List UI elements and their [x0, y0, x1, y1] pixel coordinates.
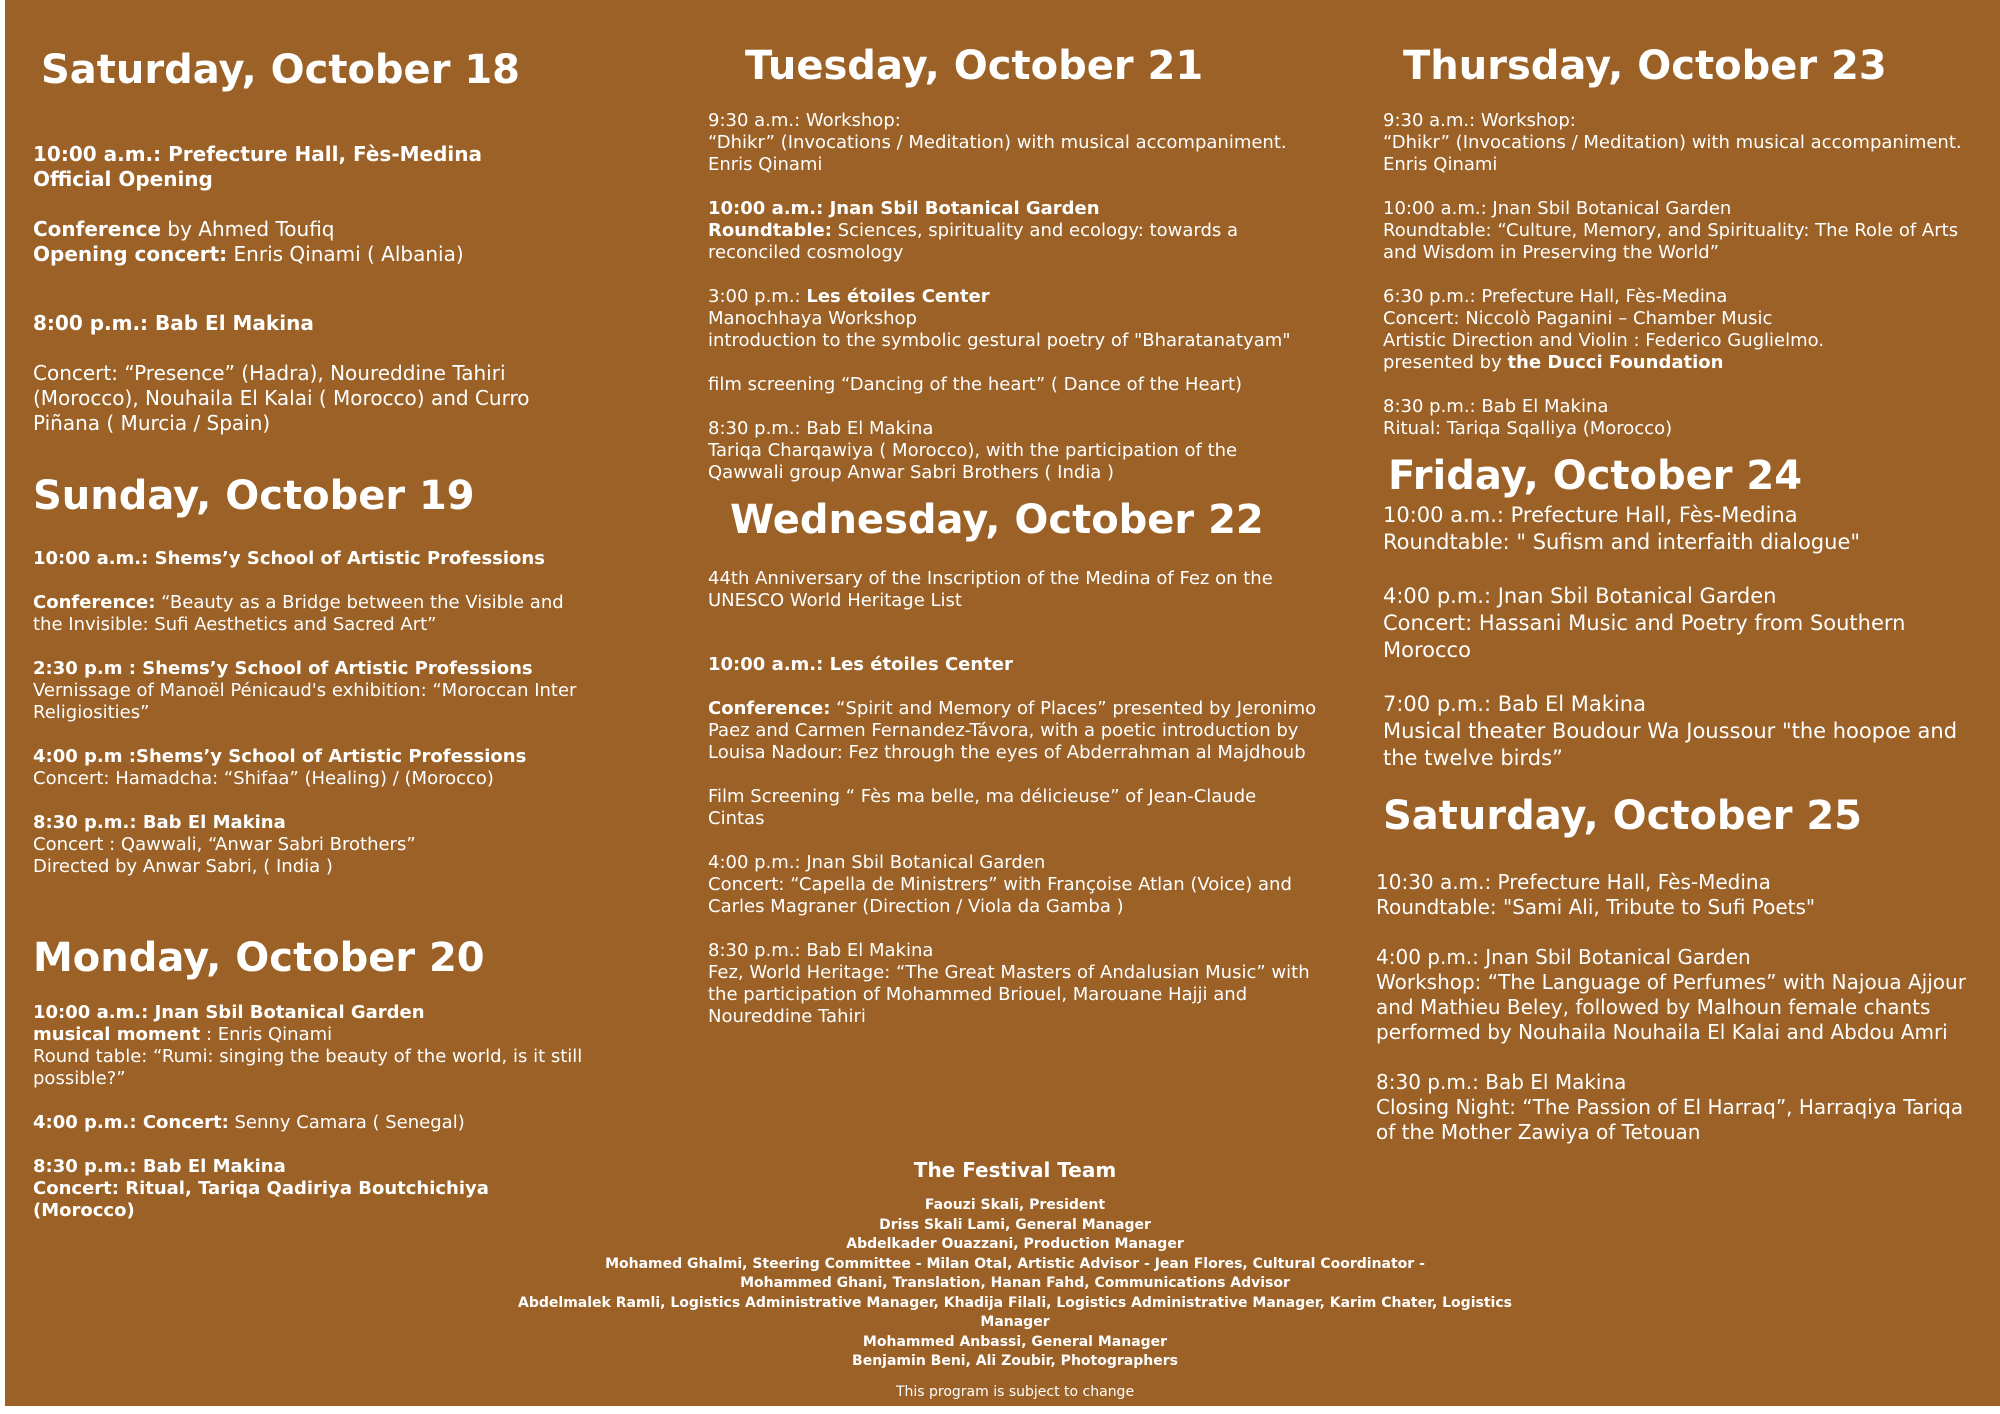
team-line: Benjamin Beni, Ali Zoubir, Photographers [852, 1353, 1178, 1369]
event-opening [33, 142, 593, 267]
event-description: Concert : Qawwali, “Anwar Sabri Brothers” Directed by Anwar Sabri, ( India ) [33, 834, 416, 877]
team-title: The Festival Team [913, 1158, 1117, 1182]
label: Opening concert: [33, 242, 228, 266]
event-time-venue: 10:00 a.m.: Prefecture Hall, Fès-Medina [33, 142, 483, 166]
day-title-sunday-19: Sunday, October 19 [33, 473, 475, 519]
event-description: Round table: “Rumi: singing the beauty of the world, is it still possible?” [33, 1046, 583, 1089]
program-page [5, 0, 2000, 1406]
event-anniversary: 44th Anniversary of the Inscription of the Medina of Fez on the UNESCO World Heritage List [708, 568, 1273, 611]
column-2 [708, 44, 1318, 1028]
event-time-venue: 10:00 a.m.: Shems’y School of Artistic Professions [33, 548, 545, 569]
event-line [33, 217, 593, 242]
day-title-tuesday-21: Tuesday, October 21 [745, 43, 1204, 89]
team-line: Mohammed Anbassi, General Manager [862, 1333, 1168, 1350]
event-concert: 6:30 p.m.: Prefecture Hall, Fès-Medina Concert: Niccolò Paganini – Chamber Music Artistic Direction and Violin : Federico Guglielmo. [1383, 286, 1825, 351]
event-time-venue: 2:30 p.m : Shems’y School of Artistic Professions [33, 658, 533, 679]
event-description: Concert: “Presence” (Hadra), Noureddine Tahiri (Morocco), Nouhaila El Kalai ( Morocco) and Curro Piñana ( Murcia / Spain) [33, 361, 530, 435]
event-line [33, 1112, 593, 1134]
event-line [708, 220, 1318, 264]
event-line [33, 242, 593, 267]
event-title: Official Opening [33, 167, 213, 191]
day-events-saturday-25 [1376, 870, 1983, 1145]
value: : Enris Qinami [200, 1024, 333, 1045]
event-line [708, 698, 1318, 764]
day-events-thursday [1383, 110, 1983, 440]
label: Conference: [33, 592, 156, 613]
event-film: film screening “Dancing of the heart” ( Dance of the Heart) [708, 374, 1243, 395]
event-closing: 8:30 p.m.: Bab El Makina Closing Night: “The Passion of El Harraq”, Harraqiya Tariqa of the Mother Zawiya of Tetouan [1376, 1070, 1964, 1144]
label: 3:00 p.m.: [708, 286, 807, 307]
day-title-friday-24: Friday, October 24 [1388, 453, 1803, 499]
program-note: This program is subject to change [895, 1383, 1135, 1400]
event-workshop: 9:30 a.m.: Workshop: “Dhikr” (Invocations / Meditation) with musical accompaniment. Enris Qinami [708, 110, 1287, 175]
team-line: Mohammed Ghani, Translation, Hanan Fahd, Communications Advisor [740, 1275, 1290, 1291]
event-description: Manochhaya Workshop introduction to the symbolic gestural poetry of "Bharatanatyam" [708, 308, 1291, 351]
event-evening: 8:30 p.m.: Bab El Makina Ritual: Tariqa Sqalliya (Morocco) [1383, 396, 1673, 439]
label: Conference: [708, 698, 831, 719]
team-line: Abdelkader Ouazzani, Production Manager [846, 1236, 1184, 1252]
event-evening: 8:30 p.m.: Bab El Makina Fez, World Heritage: “The Great Masters of Andalusian Music” with the participation of Mohammed Briouel, Marouane Hajji and Noureddine Tahiri [708, 940, 1310, 1027]
event-line [708, 286, 1318, 308]
label: Roundtable: [708, 220, 832, 241]
event-theater: 7:00 p.m.: Bab El Makina Musical theater Boudour Wa Joussour "the hoopoe and the twelve birds” [1383, 692, 1958, 770]
event-description: Vernissage of Manoël Pénicaud's exhibition: “Moroccan Inter Religiosities” [33, 680, 577, 723]
event-time-venue: 8:30 p.m.: Bab El Makina [33, 1156, 286, 1177]
event-roundtable: 10:00 a.m.: Prefecture Hall, Fès-Medina Roundtable: " Sufism and interfaith dialogue" [1383, 503, 1861, 554]
event-concert: 4:00 p.m.: Jnan Sbil Botanical Garden Concert: Hassani Music and Poetry from Southern Morocco [1383, 584, 1906, 662]
event-time-venue: 10:00 a.m.: Jnan Sbil Botanical Garden [708, 198, 1100, 219]
day-title-wednesday-22: Wednesday, October 22 [730, 497, 1264, 543]
event-workshop: 4:00 p.m.: Jnan Sbil Botanical Garden Workshop: “The Language of Perfumes” with Najoua Ajjour and Mathieu Beley, followed by Malhoun female chants performed by Nouhaila Nouhaila El Kalai and Abdou Amri [1376, 945, 1966, 1044]
team-line: Driss Skali Lami, General Manager [879, 1216, 1151, 1233]
event-line [33, 1024, 593, 1046]
day-events-sunday [33, 548, 593, 878]
event-line [33, 592, 593, 636]
day-events-tuesday [708, 110, 1318, 484]
event-description: Concert: Hamadcha: “Shifaa” (Healing) / (Morocco) [33, 768, 494, 789]
day-events-wednesday [708, 568, 1318, 1028]
event-roundtable: 10:30 a.m.: Prefecture Hall, Fès-Medina Roundtable: "Sami Ali, Tribute to Sufi Poets" [1376, 870, 1816, 919]
value: “Beauty as a Bridge between the Visible and the Invisible: Sufi Aesthetics and Sacred Art” [33, 592, 564, 635]
event-evening: 8:30 p.m.: Bab El Makina Tariqa Charqawiya ( Morocco), with the participation of the Qawwali group Anwar Sabri Brothers ( India ) [708, 418, 1238, 483]
event-film: Film Screening “ Fès ma belle, ma délicieuse” of Jean-Claude Cintas [708, 786, 1257, 829]
team-line: Faouzi Skali, President [924, 1197, 1106, 1213]
event-evening-concert [33, 311, 593, 436]
event-time-venue: 8:30 p.m.: Bab El Makina [33, 812, 286, 833]
day-title-saturday-25: Saturday, October 25 [1383, 793, 1863, 839]
value: by Ahmed Toufiq [161, 217, 335, 241]
day-title-saturday-18: Saturday, October 18 [41, 47, 521, 93]
event-time-venue: 8:00 p.m.: Bab El Makina [33, 311, 314, 335]
festival-team [505, 1158, 1525, 1400]
event-description: Concert: Ritual, Tariqa Qadiriya Boutchichiya (Morocco) [33, 1178, 489, 1221]
day-title-thursday-23: Thursday, October 23 [1403, 43, 1887, 89]
event-workshop: 9:30 a.m.: Workshop: “Dhikr” (Invocations / Meditation) with musical accompaniment. Enris Qinami [1383, 110, 1962, 175]
column-3 [1376, 43, 1983, 1145]
value: Les étoiles Center [806, 286, 990, 307]
event-time-venue: 10:00 a.m.: Les étoiles Center [708, 654, 1013, 675]
event-roundtable: 10:00 a.m.: Jnan Sbil Botanical Garden Roundtable: “Culture, Memory, and Spirituality: The Role of Arts and Wisdom in Preserving the World” [1383, 198, 1959, 263]
label: musical moment [33, 1024, 201, 1045]
value: the Ducci Foundation [1507, 352, 1724, 373]
event-time-venue: 10:00 a.m.: Jnan Sbil Botanical Garden [33, 1002, 425, 1023]
event-concert: 4:00 p.m.: Jnan Sbil Botanical Garden Concert: “Capella de Ministrers” with Françoise Atlan (Voice) and Carles Magraner (Direction / Viola da Gamba ) [708, 852, 1292, 917]
value: Sciences, spirituality and ecology: towards a reconciled cosmology [708, 220, 1239, 263]
team-line: Mohamed Ghalmi, Steering Committee - Milan Otal, Artistic Advisor - Jean Flores, Cultural Coordinator - [605, 1255, 1425, 1272]
column-1 [33, 48, 593, 1222]
team-line: Abdelmalek Ramli, Logistics Administrative Manager, Khadija Filali, Logistics Administrative Manager, Karim Chater, Logistics Manager [518, 1294, 1512, 1330]
label: Conference [33, 217, 162, 241]
label: presented by [1383, 352, 1508, 373]
event-time-venue: 4:00 p.m :Shems’y School of Artistic Professions [33, 746, 527, 767]
day-title-monday-20: Monday, October 20 [33, 935, 485, 981]
value: “Spirit and Memory of Places” presented by Jeronimo Paez and Carmen Fernandez-Távora, with a poetic introduction by Louisa Nadour: Fez through the eyes of Abderrahman al Majdhoub [708, 698, 1317, 763]
value: Enris Qinami ( Albania) [227, 242, 464, 266]
value: Senny Camara ( Senegal) [228, 1112, 465, 1133]
label: 4:00 p.m.: Concert: [33, 1112, 229, 1133]
day-events-friday [1383, 502, 1983, 772]
event-line [1383, 352, 1983, 374]
